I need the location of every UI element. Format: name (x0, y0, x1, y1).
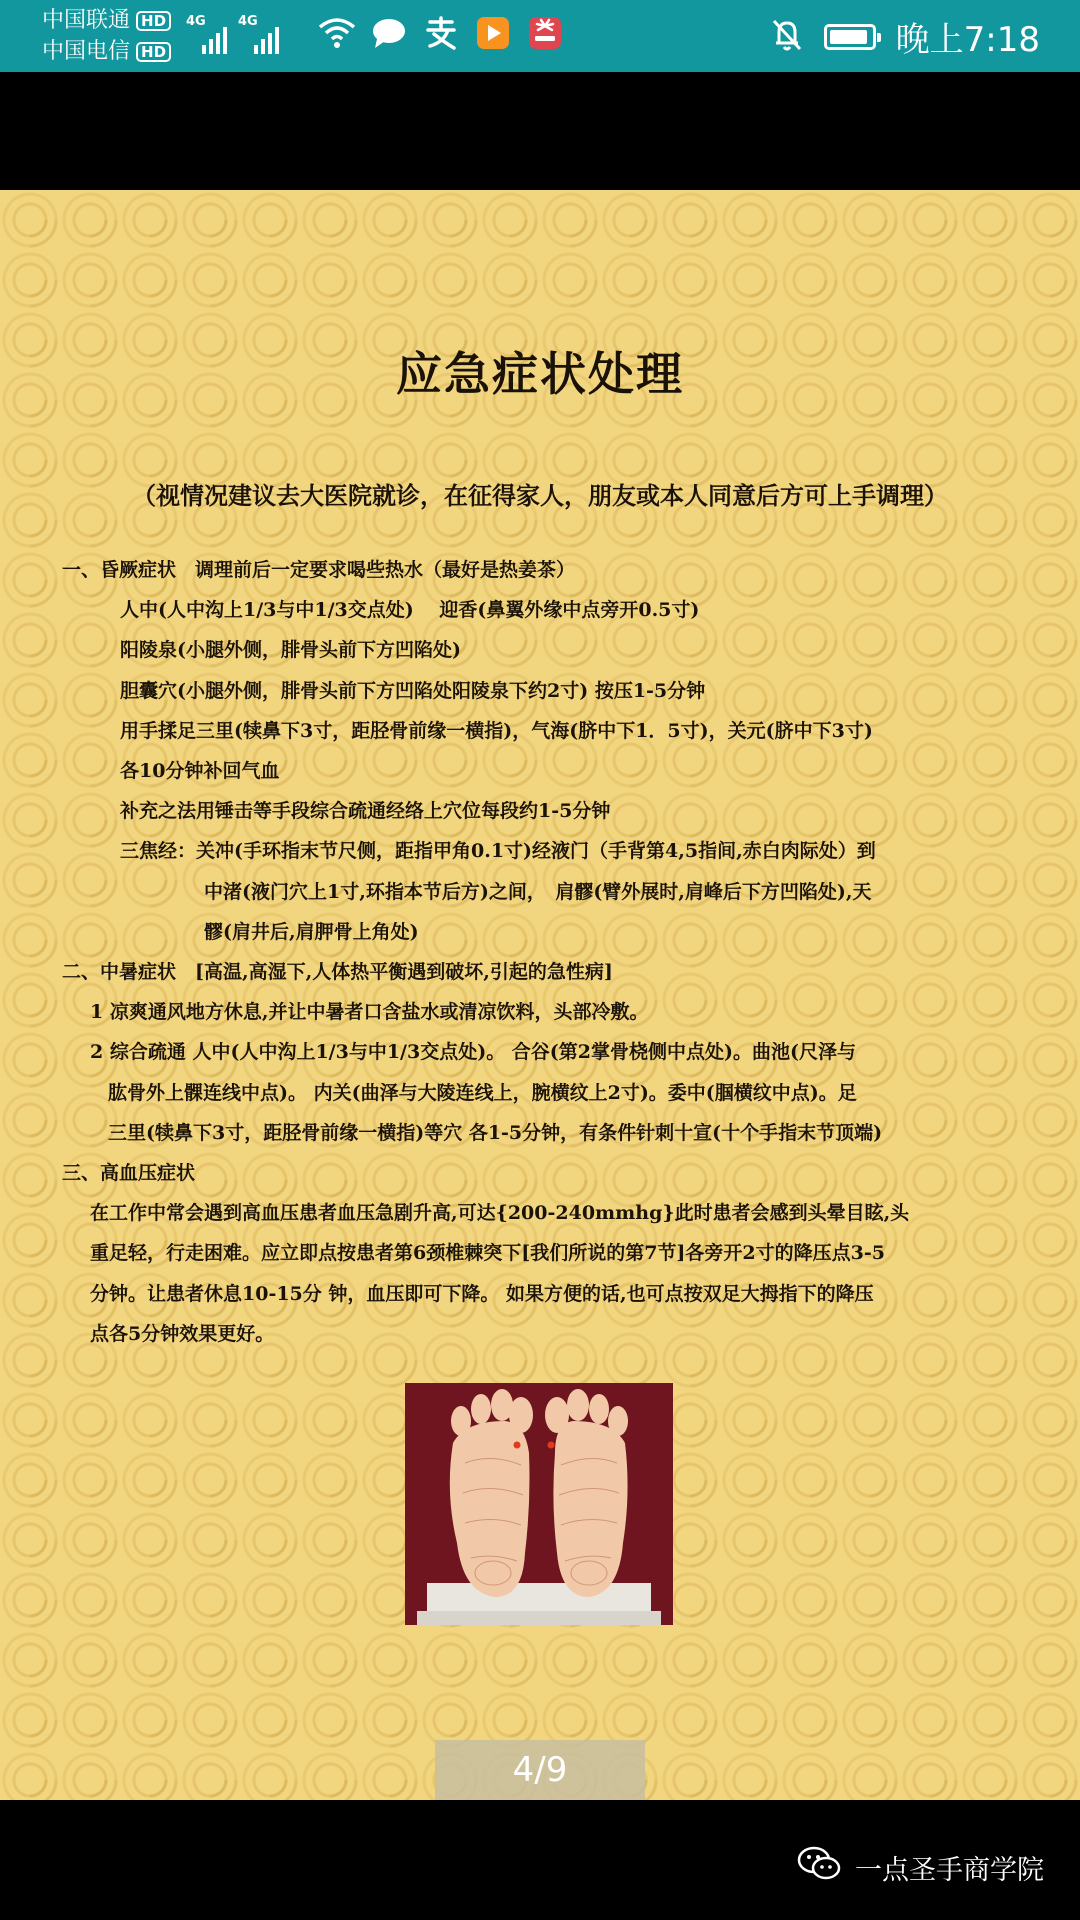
text-line: 2 综合疏通 人中(人中沟上1/3与中1/3交点处)。 合谷(第2掌骨桡侧中点处)。曲池(尺泽与 (90, 1041, 856, 1064)
page-subtitle: （视情况建议去大医院就诊，在征得家人，朋友或本人同意后方可上手调理） (132, 481, 948, 510)
hd-badge-1: HD (136, 11, 171, 31)
wechat-icon (797, 1846, 841, 1889)
text-line: 阳陵泉(小腿外侧，腓骨头前下方凹陷处) (120, 639, 461, 662)
text-line: 髎(肩井后,肩胛骨上角处) (204, 920, 419, 943)
text-line: 各10分钟补回气血 (120, 760, 280, 783)
text-line: 重足轻，行走困难。应立即点按患者第6颈椎棘突下[我们所说的第7节]各旁开2寸的降压点3-5 (90, 1242, 885, 1265)
page-title: 应急症状处理 (396, 347, 684, 401)
text-line: 用手揉足三里(犊鼻下3寸，距胫骨前缘一横指)，气海(脐中下1．5寸)，关元(脐中下3寸) (120, 719, 873, 742)
bottom-bar (0, 1800, 1080, 1920)
text-line: 1 凉爽通风地方休息,并让中暑者口含盐水或清凉饮料，头部冷敷。 (90, 1001, 649, 1024)
text-line: 肱骨外上髁连线中点)。 内关(曲泽与大陵连线上，腕横纹上2寸)。委中(腘横纹中点)。足 (108, 1081, 857, 1104)
hd-badge-2: HD (136, 42, 171, 62)
wechat-account-label[interactable] (797, 1846, 1044, 1889)
foot-reflexology-image (405, 1383, 673, 1625)
alipay-icon (422, 14, 460, 52)
battery-icon (824, 24, 876, 50)
document-page[interactable] (0, 190, 1080, 1800)
text-line: 补充之法用锤击等手段综合疏通经络上穴位每段约1-5分钟 (120, 800, 611, 823)
signal-icon-1 (186, 14, 224, 54)
text-line: 点各5分钟效果更好。 (90, 1322, 275, 1345)
carrier-1: 中国联通 (42, 8, 131, 33)
app-bar (0, 72, 1080, 190)
huawei-app-icon (526, 14, 564, 52)
video-app-icon (474, 14, 512, 52)
text-line: 在工作中常会遇到高血压患者血压急剧升高,可达{200-240mmhg}此时患者会感到头晕目眩,头 (90, 1202, 910, 1225)
text-line: 三焦经：关冲(手环指末节尺侧，距指甲角0.1寸)经液门（手背第4,5指间,赤白肉际处）到 (120, 840, 876, 863)
clock: 晚上7:18 (895, 20, 1040, 60)
section-heading: 三、高血压症状 (62, 1162, 196, 1185)
document-body (62, 550, 1022, 1354)
text-line: 中渚(液门穴上1寸,环指本节后方)之间， 肩髎(臂外展时,肩峰后下方凹陷处),天 (204, 880, 872, 903)
signal-icon-2 (238, 14, 276, 54)
network-type-2: 4G (238, 14, 258, 29)
text-line: 分钟。让患者休息10-15分 钟，血压即可下降。 如果方便的话,也可点按双足大拇指下的降压 (90, 1282, 874, 1305)
text-line: 人中(人中沟上1/3与中1/3交点处) 迎香(鼻翼外缘中点旁开0.5寸) (120, 599, 700, 622)
mute-bell-icon (770, 17, 804, 57)
chat-bubble-icon (370, 14, 408, 52)
carrier-info (42, 5, 171, 67)
account-name: 一点圣手商学院 (855, 1855, 1044, 1886)
status-bar (0, 0, 1080, 72)
text-line: 三里(犊鼻下3寸，距胫骨前缘一横指)等穴 各1-5分钟，有条件针刺十宣(十个手指末节顶端) (108, 1121, 883, 1144)
section-heading: 一、昏厥症状 调理前后一定要求喝些热水（最好是热姜茶） (62, 559, 576, 581)
network-type-1: 4G (186, 14, 206, 29)
page-indicator: 4/9 (435, 1740, 645, 1800)
text-line: 胆囊穴(小腿外侧，腓骨头前下方凹陷处阳陵泉下约2寸) 按压1-5分钟 (120, 679, 706, 702)
carrier-2: 中国电信 (42, 39, 131, 64)
section-heading: 二、中暑症状 [高温,高湿下,人体热平衡遇到破坏,引起的急性病] (62, 961, 613, 984)
wifi-icon (318, 14, 356, 52)
